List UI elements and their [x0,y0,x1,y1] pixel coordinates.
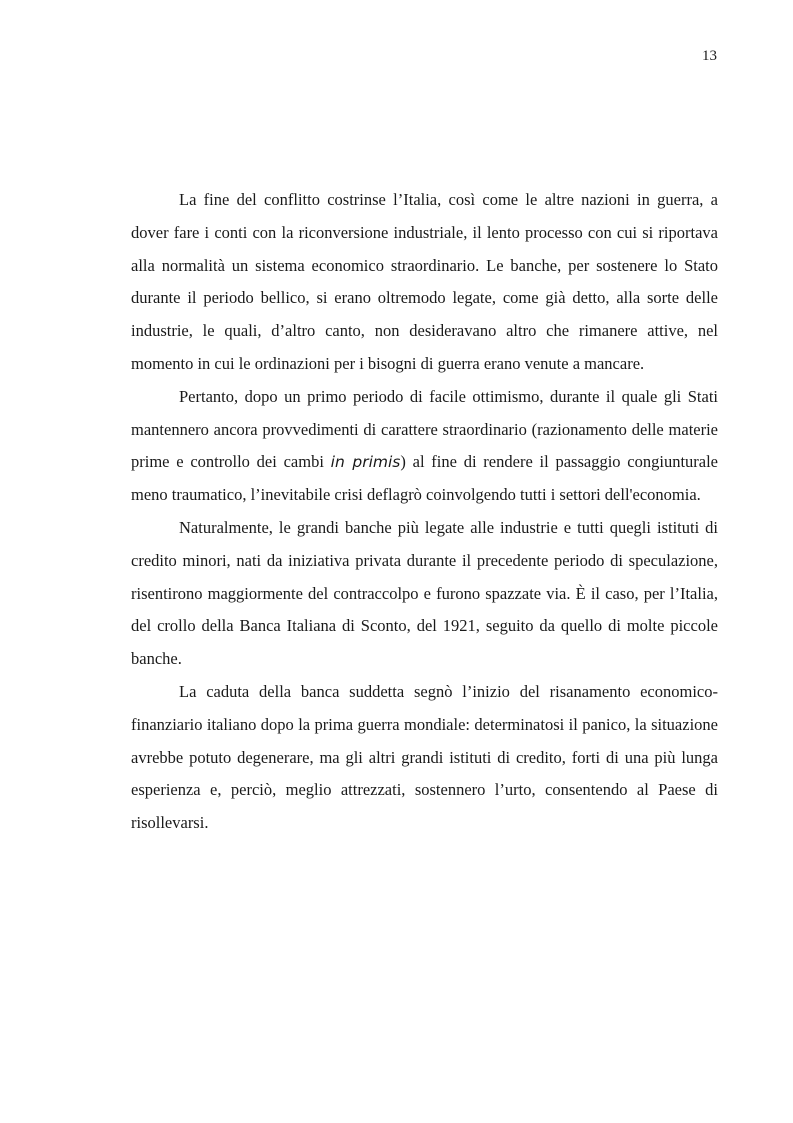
paragraph-1-text: La fine del conflitto costrinse l’Italia, così come le altre nazioni in guerra, a dover fare i conti con la riconversione industriale, il lento processo con cui si riportava alla normalità un sistema economico straordinario. Le banche, per sostenere lo Stato durante il periodo bellico, si erano oltremodo legate, come già detto, alla sorte delle industrie, le quali, d’altro canto, non desideravano altro che rimanere attive, nel momento in cui le ordinazioni per i bisogni di guerra erano venute a mancare. [131,190,718,373]
paragraph-4 [131,676,718,840]
paragraph-1 [131,184,718,381]
paragraph-3 [131,512,718,676]
paragraph-2-emphasis: in primis [330,453,401,472]
paragraph-2 [131,381,718,512]
paragraph-3-text: Naturalmente, le grandi banche più legate alle industrie e tutti quegli istituti di credito minori, nati da iniziativa privata durante il precedente periodo di speculazione, risentirono maggiormente del contraccolpo e furono spazzate via. È il caso, per l’Italia, del crollo della Banca Italiana di Sconto, del 1921, seguito da quello di molte piccole banche. [131,517,718,669]
text-body [131,184,718,840]
paragraph-2-text-start: Pertanto, dopo un primo periodo di facile ottimismo, durante il quale gli Stati mantennero ancora provvedimenti di carattere straordinario (razionamento delle materie prime e controllo dei cambi [131,386,718,472]
paragraph-4-text: La caduta della banca suddetta segnò l’inizio del risanamento economico-finanziario italiano dopo la prima guerra mondiale: determinatosi il panico, la situazione avrebbe potuto degenerare, ma gli altri grandi istituti di credito, forti di una più lunga esperienza e, perciò, meglio attrezzati, sostennero l’urto, consentendo al Paese di risollevarsi. [131,681,718,833]
page-number: 13 [702,48,717,64]
paragraph-2-text-end: ) al fine di rendere il passaggio congiunturale meno traumatico, l’inevitabile crisi deflagrò coinvolgendo tutti i settori dell'economia. [131,452,719,505]
